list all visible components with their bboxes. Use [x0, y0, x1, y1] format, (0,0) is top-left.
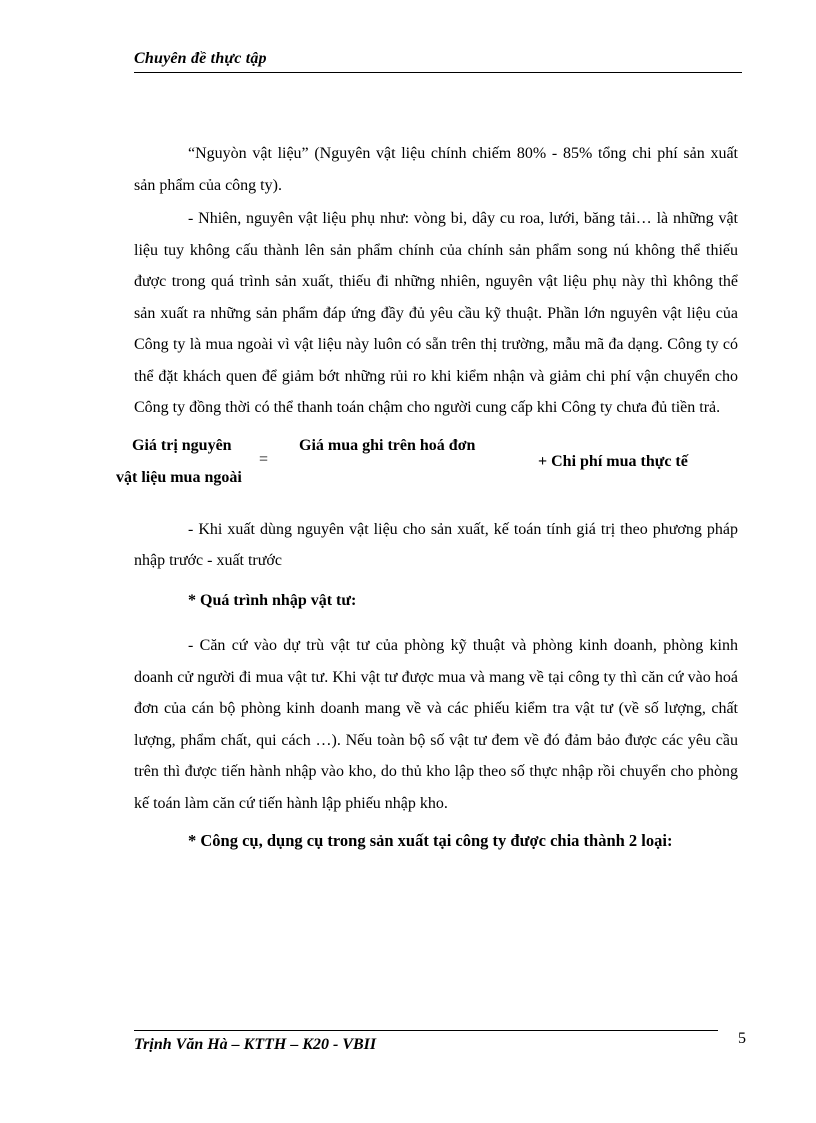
valuation-formula	[116, 430, 738, 500]
page-number: 5	[738, 1030, 746, 1047]
paragraph-fifo-method: - Khi xuất dùng nguyên vật liệu cho sản xuất, kế toán tính giá trị theo phương pháp nhập trước - xuất trước	[134, 520, 738, 569]
footer-rule	[134, 1030, 718, 1031]
paragraph-auxiliary-materials: - Nhiên, nguyên vật liệu phụ như: vòng bi, dây cu roa, lưới, băng tải… là những vật liệu tuy không cấu thành lên sản phẩm chính của chính sản phẩm song nú không thể thiếu được trong quá trình sản xuất, thiếu đi những nhiên, nguyên vật liệu phụ này thì không thể sản xuất ra những sản phẩm đáp ứng đầy đủ yêu cầu kỹ thuật. Phần lớn nguyên vật liệu của Công ty là mua ngoài vì vật liệu này luôn có sẵn trên thị trường, mẫu mã đa dạng. Công ty có thể đặt khách quen để giảm bớt những rủi ro khi kiểm nhận và giảm chi phí vận chuyển cho Công ty đồng thời có thể thanh toán chậm cho người cung cấp khi Công ty chưa đủ tiền trả.	[134, 210, 738, 416]
footer-author: Trịnh Văn Hà – KTTH – K20 - VBII	[134, 1036, 377, 1053]
heading-material-intake: * Quá trình nhập vật tư:	[188, 591, 357, 609]
formula-equals: =	[259, 450, 269, 468]
formula-left-line2: vật liệu mua ngoài	[116, 468, 242, 486]
document-body	[116, 138, 738, 863]
formula-right-term: + Chi phí mua thực tế	[538, 452, 688, 470]
paragraph-raw-materials: “Nguyòn vật liệu” (Nguyên vật liệu chính chiếm 80% - 85% tổng chi phí sản xuất sản phẩm của công ty).	[134, 145, 738, 194]
heading-tools-classification: * Công cụ, dụng cụ trong sản xuất tại công ty được chia thành 2 loại:	[188, 831, 673, 850]
formula-left-line1: Giá trị nguyên	[132, 436, 232, 454]
formula-middle-term: Giá mua ghi trên hoá đơn	[299, 436, 476, 454]
paragraph-intake-process: - Căn cứ vào dự trù vật tư của phòng kỹ thuật và phòng kinh doanh, phòng kinh doanh cử người đi mua vật tư. Khi vật tư được mua và mang về tại công ty thì căn cứ vào hoá đơn của cán bộ phòng kinh doanh mang về và các phiếu kiểm tra vật tư (về số lượng, chất lượng, phẩm chất, qui cách …). Nếu toàn bộ số vật tư đem về đó đảm bảo được các yêu cầu trên thì được tiến hành nhập vào kho, do thủ kho lập theo số thực nhập rồi chuyển cho phòng kế toán làm căn cứ tiến hành lập phiếu nhập kho.	[134, 637, 738, 812]
header-rule	[134, 72, 742, 73]
page-header-title: Chuyên đề thực tập	[134, 50, 267, 67]
